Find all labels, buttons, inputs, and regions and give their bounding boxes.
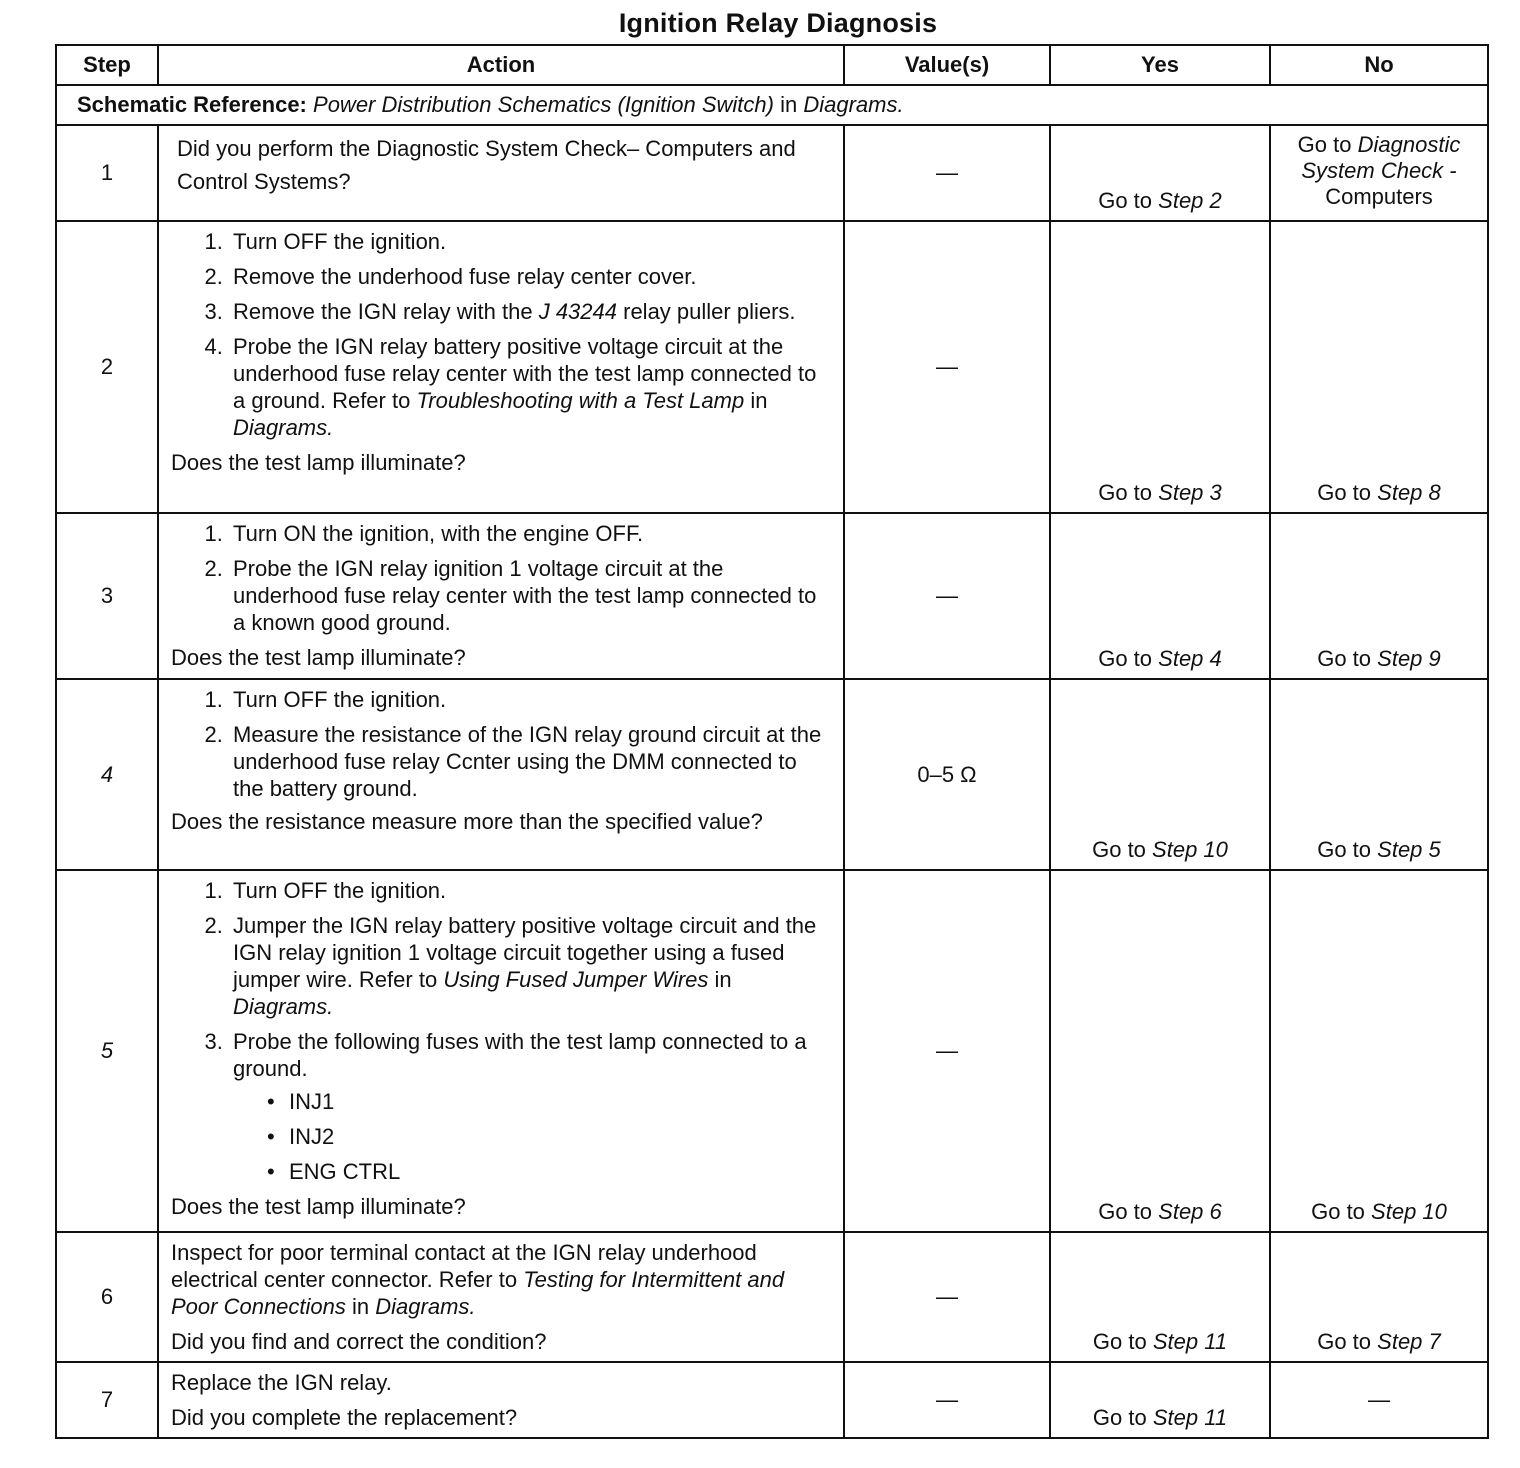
list-item: 2. Measure the resistance of the IGN relay ground circuit at the underhood fuse relay Ccnter using the DMM connected to the battery ground. (229, 721, 833, 802)
action-cell (158, 1232, 844, 1362)
table-row (56, 679, 1488, 870)
action-steps (171, 877, 833, 1185)
action-cell (158, 870, 844, 1232)
no-step-link: Step 7 (1377, 1329, 1441, 1354)
value-cell: — (844, 1362, 1050, 1438)
schematic-reference (56, 85, 1488, 125)
no-suffix: Computers (1325, 184, 1433, 209)
action-question: Does the test lamp illuminate? (171, 645, 466, 670)
action-cell (158, 513, 844, 679)
action-question: Does the resistance measure more than the specified value? (171, 809, 763, 834)
yes-cell (1050, 125, 1270, 221)
yes-cell: Go to Step 3 (1050, 221, 1270, 513)
action-cell (158, 1362, 844, 1438)
action-steps (171, 520, 833, 636)
list-item: 4. Probe the IGN relay battery positive voltage circuit at the underhood fuse relay center with the test lamp connected to a ground. Refer to Troubleshooting with a Test Lamp in Diagrams. (229, 333, 833, 441)
action-text: Replace the IGN relay. (171, 1370, 392, 1395)
schematic-ref: Power Distribution Schematics (Ignition Switch) (313, 92, 774, 117)
schematic-reference-row (56, 85, 1488, 125)
value-cell: — (844, 1232, 1050, 1362)
doc-ref: Using Fused Jumper Wires (443, 967, 709, 992)
action-cell (158, 125, 844, 221)
step-number: 6 (56, 1232, 158, 1362)
no-step-link: Step 5 (1377, 837, 1441, 862)
value-cell: — (844, 221, 1050, 513)
yes-cell: Go to Step 10 (1050, 679, 1270, 870)
no-cell: Go to Step 9 (1270, 513, 1488, 679)
action-question: Did you find and correct the condition? (171, 1329, 547, 1354)
table-row (56, 221, 1488, 513)
list-item: 1. Turn OFF the ignition. (229, 228, 833, 255)
fuse-item: • ENG CTRL (263, 1158, 833, 1185)
header-action: Action (158, 45, 844, 85)
schematic-in: in (780, 92, 798, 117)
table-header-row (56, 45, 1488, 85)
step-number: 4 (56, 679, 158, 870)
header-values: Value(s) (844, 45, 1050, 85)
yes-cell: Go to Step 11 (1050, 1232, 1270, 1362)
yes-step-link: Step 6 (1158, 1199, 1222, 1224)
fuse-item: • INJ2 (263, 1123, 833, 1150)
yes-step-link: Step 11 (1152, 1329, 1228, 1354)
list-item: 1. Turn ON the ignition, with the engine OFF. (229, 520, 833, 547)
yes-cell: Go to Step 11 (1050, 1362, 1270, 1438)
diagnosis-table (55, 44, 1489, 1439)
value-cell: — (844, 513, 1050, 679)
list-item: 3. Probe the following fuses with the test lamp connected to a ground. • INJ1 • INJ2 • ENG CTRL (229, 1028, 833, 1185)
schematic-doc: Diagrams. (803, 92, 904, 117)
no-cell (1270, 125, 1488, 221)
no-cell: Go to Step 7 (1270, 1232, 1488, 1362)
header-no: No (1270, 45, 1488, 85)
yes-step-link: Step 3 (1158, 480, 1222, 505)
action-steps (171, 228, 833, 441)
no-cell: — (1270, 1362, 1488, 1438)
step-number: 1 (56, 125, 158, 221)
list-item: 3. Remove the IGN relay with the J 43244 relay puller pliers. (229, 298, 833, 325)
step-number: 7 (56, 1362, 158, 1438)
no-cell: Go to Step 10 (1270, 870, 1488, 1232)
step-number: 5 (56, 870, 158, 1232)
yes-step-link: Step 2 (1158, 188, 1222, 213)
tool-ref: J 43244 (538, 299, 617, 324)
action-cell (158, 221, 844, 513)
page-title: Ignition Relay Diagnosis (618, 8, 938, 38)
fuse-item: • INJ1 (263, 1088, 833, 1115)
yes-step-link: Step 10 (1152, 837, 1228, 862)
no-cell: Go to Step 5 (1270, 679, 1488, 870)
action-cell (158, 679, 844, 870)
yes-cell: Go to Step 4 (1050, 513, 1270, 679)
action-question: Did you complete the replacement? (171, 1405, 518, 1430)
schematic-label: Schematic Reference: (77, 92, 307, 117)
list-item: 1. Turn OFF the ignition. (229, 877, 833, 904)
step-number: 3 (56, 513, 158, 679)
doc-ref: Testing for Intermittent and Poor Connections (171, 1267, 785, 1319)
no-step-link: Step 10 (1371, 1199, 1447, 1224)
step-number: 2 (56, 221, 158, 513)
no-prefix: Go to (1297, 132, 1352, 157)
table-row (56, 870, 1488, 1232)
action-steps (171, 686, 833, 802)
header-step: Step (56, 45, 158, 85)
list-item: 2. Jumper the IGN relay battery positive voltage circuit and the IGN relay ignition 1 voltage circuit together using a fused jumper wire. Refer to Using Fused Jumper Wires in Diagrams. (229, 912, 833, 1020)
no-step-link: Step 8 (1377, 480, 1441, 505)
action-text: Inspect for poor terminal contact at the IGN relay underhood electrical center connector. Refer to Testing for Intermittent and Poor Connections in Diagrams. (171, 1240, 785, 1319)
table-row (56, 1232, 1488, 1362)
action-question: Does the test lamp illuminate? (171, 1194, 466, 1219)
list-item: 2. Probe the IGN relay ignition 1 voltage circuit at the underhood fuse relay center with the test lamp connected to a known good ground. (229, 555, 833, 636)
action-text: Did you perform the Diagnostic System Check– Computers and Control Systems? (177, 136, 796, 194)
yes-prefix: Go to (1098, 188, 1153, 213)
value-cell: — (844, 870, 1050, 1232)
yes-step-link: Step 4 (1158, 646, 1222, 671)
list-item: 2. Remove the underhood fuse relay center cover. (229, 263, 833, 290)
table-row (56, 1362, 1488, 1438)
value-cell: — (844, 125, 1050, 221)
doc-ref: Troubleshooting with a Test Lamp (416, 388, 745, 413)
no-cell: Go to Step 8 (1270, 221, 1488, 513)
yes-cell: Go to Step 6 (1050, 870, 1270, 1232)
no-step-link: Step 9 (1377, 646, 1441, 671)
action-question: Does the test lamp illuminate? (171, 450, 466, 475)
list-item: 1. Turn OFF the ignition. (229, 686, 833, 713)
table-row (56, 125, 1488, 221)
header-yes: Yes (1050, 45, 1270, 85)
table-row (56, 513, 1488, 679)
fuse-list (233, 1088, 833, 1185)
value-cell: 0–5 Ω (844, 679, 1050, 870)
yes-step-link: Step 11 (1152, 1405, 1228, 1430)
no-link: Diagnostic System Check - (1301, 132, 1461, 183)
